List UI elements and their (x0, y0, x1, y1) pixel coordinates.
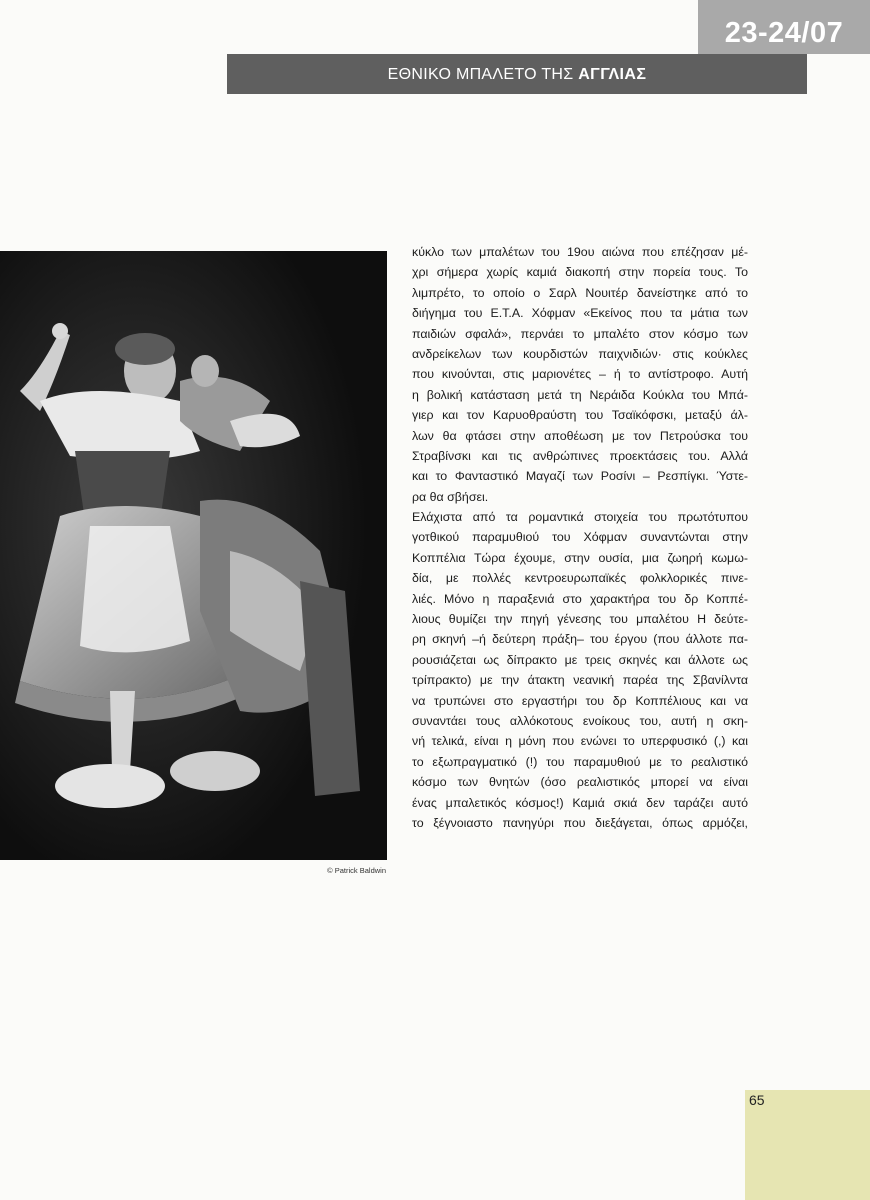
article-line: η βολική κατάσταση μετά τη Νεράιδα Κούκλα του Μπά- (412, 387, 748, 402)
page-number: 65 (749, 1092, 765, 1108)
article-line: κόσμο των θνητών (όσο ρεαλιστικός μπορεί να είναι (412, 775, 748, 790)
article-line: Στραβίνσκι και τις ανθρώπινες προεκτάσεις του. Αλλά (412, 448, 748, 463)
article-line: να τρυπώνει στο εργαστήρι του δρ Κοππέλιους και να (412, 693, 748, 708)
article-line: λων θα φτάσει στην αποθέωση με τον Πετρούσκα του (412, 428, 748, 443)
photo-credit: © Patrick Baldwin (327, 866, 386, 875)
article-line: γιερ και τον Καρυοθραύστη του Τσαϊκόφσκι, μεταξύ άλ- (412, 408, 748, 423)
article-line: και το Φανταστικό Μαγαζί των Ροσίνι – Ρεσπίγκι. Ύστε- (412, 469, 748, 484)
issue-date: 23-24/07 (698, 0, 870, 54)
section-header (227, 54, 807, 94)
article-line: χρι σήμερα χωρίς καμιά διακοπή στην πορεία τους. Το (412, 265, 748, 280)
article-line: δία, με πολλές κεντροευρωπαϊκές φολκλορικές πινε- (412, 571, 748, 586)
article-line: ρουσιάζεται ως δίπρακτο με τρεις σκηνές και άλλοτε ως (412, 652, 748, 667)
article-line: Ελάχιστα από τα ρομαντικά στοιχεία του πρωτότυπου (412, 510, 748, 525)
section-title-regular: ΕΘΝΙΚΟ ΜΠΑΛΕΤΟ ΤΗΣ (387, 66, 579, 83)
article-line: ρη σκηνή –ή δεύτερη πράξη– του έργου (που άλλοτε πα- (412, 632, 748, 647)
article-body (412, 242, 748, 833)
ballet-dancer-image (0, 251, 387, 860)
article-line: ρα θα σβήσει. (412, 489, 489, 504)
article-line: το ξέγνοιαστο πανηγύρι που διεξάγεται, όπως αρμόζει, (412, 815, 748, 830)
ballet-photo (0, 251, 387, 860)
article-line: λιές. Μόνο η παραξενιά στο χαρακτήρα του δρ Κοππέ- (412, 591, 748, 606)
article-line: το εξωπραγματικό (!) του παραμυθιού με το ρεαλιστικό (412, 754, 748, 769)
article-line: Κοππέλια Τώρα έχουμε, στην ουσία, μια ζωηρή κωμω- (412, 550, 748, 565)
article-line: γοτθικού παραμυθιού του Χόφμαν συναντώνται στην (412, 530, 748, 545)
page-number-box (745, 1090, 870, 1200)
article-line: παιδιών σφαλά», περνάει το μπαλέτο στον κόσμο των (412, 326, 748, 341)
article-line: κύκλο των μπαλέτων του 19ου αιώνα που επέζησαν μέ- (412, 245, 748, 259)
section-title-bold: ΑΓΓΛΙΑΣ (578, 66, 647, 83)
article-line: ανδρείκελων των κουρδιστών παιχνιδιών· στις κούκλες (412, 346, 748, 361)
article-line: ένας μπαλετικός κόσμος!) Καμιά σκιά δεν ταράζει αυτό (412, 795, 748, 810)
article-line: νή τελικά, είναι η μόνη που ενώνει το υπερφυσικό (,) και (412, 734, 748, 749)
article-line: τρίπρακτο) με την άτακτη νεανική παρέα της Σβανίλντα (412, 673, 748, 688)
article-line: διήγημα του Ε.Τ.Α. Χόφμαν «Εκείνος που τα μάτια των (412, 306, 748, 321)
article-line: συναντάει τους αλλόκοτους ενοίκους του, αυτή η σκη- (412, 713, 748, 728)
article-line: που κινούνται, στις μαριονέτες – ή το αντίστροφο. Αυτή (412, 367, 748, 382)
article-line: λιους θυμίζει την πηγή γένεσης του μπαλέτου Η δεύτε- (412, 612, 748, 627)
article-line: λιμπρέτο, το οποίο ο Σαρλ Νουιτέρ δανείστηκε από το (412, 285, 748, 300)
